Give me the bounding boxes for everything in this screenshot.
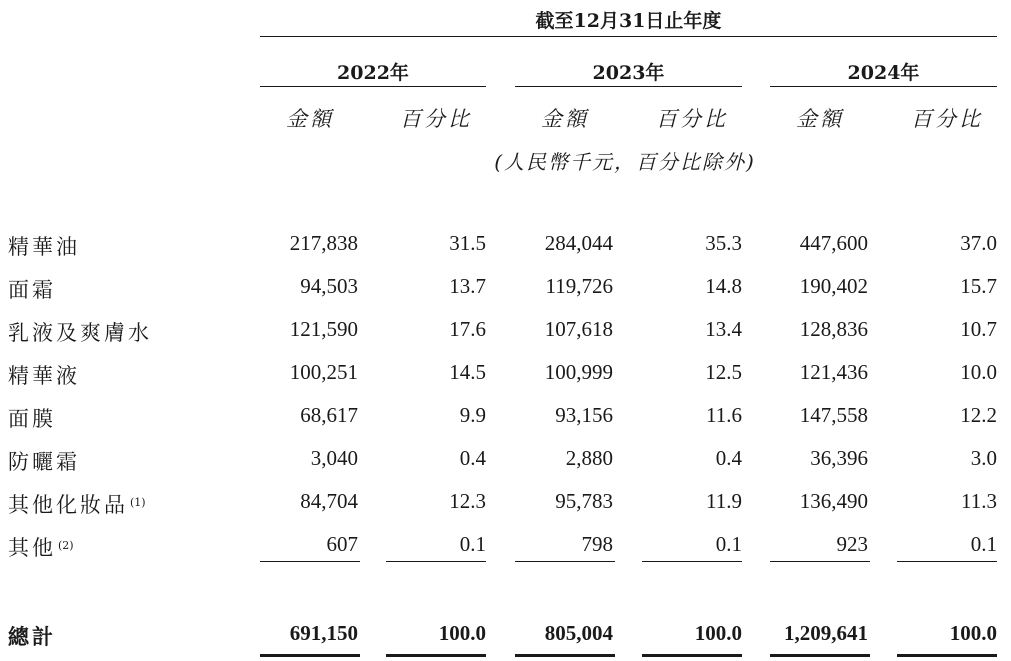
total-2022-amount: 691,150	[289, 621, 358, 645]
cell-2024-amount: 923	[836, 532, 868, 556]
cell-2023-amount: 798	[581, 532, 613, 556]
cell-2022-percent: 31.5	[449, 231, 486, 255]
row-label-text: 其他	[8, 536, 56, 560]
col-percent-2022: 百分比	[400, 107, 472, 131]
total-label: 總計	[8, 624, 56, 649]
col-amount-2023: 金額	[541, 107, 589, 131]
total-2023-percent: 100.0	[694, 621, 742, 645]
cell-2022-amount: 84,704	[300, 489, 358, 513]
cell-2023-amount: 2,880	[565, 446, 613, 470]
row-label-text: 面霜	[8, 278, 56, 302]
cell-2023-amount: 107,618	[544, 317, 613, 341]
row-label-text: 精華液	[8, 364, 80, 388]
col-percent-2023: 百分比	[656, 107, 728, 131]
period-title: 截至12月31日止年度	[535, 10, 722, 32]
row-label	[8, 317, 152, 347]
year-rule-2024	[770, 86, 997, 87]
footnote-marker: (1)	[130, 496, 146, 509]
total-rule-2	[386, 654, 486, 657]
cell-2023-percent: 35.3	[705, 231, 742, 255]
cell-2023-percent: 12.5	[705, 360, 742, 384]
cell-2024-amount: 121,436	[799, 360, 868, 384]
header-rule	[260, 36, 997, 37]
cell-2024-amount: 136,490	[799, 489, 868, 513]
unit-note: (人民幣千元，百分比除外)	[494, 150, 756, 174]
cell-2022-amount: 3,040	[310, 446, 358, 470]
cell-2022-amount: 94,503	[300, 274, 358, 298]
row-label	[8, 489, 146, 519]
cell-2024-percent: 0.1	[970, 532, 997, 556]
year-2023: 2023年	[592, 62, 665, 84]
year-rule-2022	[260, 86, 486, 87]
col-amount-2024: 金額	[796, 107, 844, 131]
subtotal-rule-2	[386, 561, 486, 562]
cell-2023-amount: 284,044	[544, 231, 613, 255]
cell-2023-percent: 11.9	[706, 489, 742, 513]
cell-2024-percent: 3.0	[970, 446, 997, 470]
row-label-text: 其他化妝品	[8, 493, 128, 517]
total-2022-percent: 100.0	[438, 621, 486, 645]
cell-2022-percent: 9.9	[459, 403, 486, 427]
col-amount-2022: 金額	[286, 107, 334, 131]
total-rule-6	[897, 654, 997, 657]
cell-2022-amount: 607	[326, 532, 358, 556]
cell-2024-amount: 128,836	[799, 317, 868, 341]
cell-2022-percent: 12.3	[449, 489, 486, 513]
subtotal-rule-1	[260, 561, 360, 562]
row-label-text: 精華油	[8, 235, 80, 259]
cell-2024-percent: 10.7	[960, 317, 997, 341]
cell-2023-percent: 13.4	[705, 317, 742, 341]
cell-2024-amount: 447,600	[799, 231, 868, 255]
cell-2024-amount: 190,402	[799, 274, 868, 298]
footnote-marker: (2)	[58, 539, 74, 552]
cell-2022-amount: 121,590	[289, 317, 358, 341]
row-label	[8, 532, 74, 562]
row-label	[8, 274, 56, 304]
total-rule-1	[260, 654, 360, 657]
total-rule-3	[515, 654, 615, 657]
cell-2022-percent: 17.6	[449, 317, 486, 341]
col-percent-2024: 百分比	[911, 107, 983, 131]
cell-2022-percent: 0.4	[459, 446, 486, 470]
total-2024-amount: 1,209,641	[784, 621, 868, 645]
total-rule-4	[642, 654, 742, 657]
cell-2022-percent: 14.5	[449, 360, 486, 384]
cell-2022-amount: 68,617	[300, 403, 358, 427]
row-label-text: 防曬霜	[8, 450, 80, 474]
row-label	[8, 403, 56, 433]
cell-2024-percent: 11.3	[961, 489, 997, 513]
cell-2024-percent: 37.0	[960, 231, 997, 255]
cell-2024-percent: 15.7	[960, 274, 997, 298]
cell-2023-percent: 0.4	[715, 446, 742, 470]
row-label-text: 面膜	[8, 407, 56, 431]
total-2023-amount: 805,004	[544, 621, 613, 645]
cell-2024-amount: 147,558	[799, 403, 868, 427]
row-label	[8, 360, 80, 390]
cell-2022-amount: 100,251	[289, 360, 358, 384]
subtotal-rule-4	[642, 561, 742, 562]
year-2022: 2022年	[337, 62, 409, 84]
cell-2023-percent: 11.6	[706, 403, 742, 427]
subtotal-rule-6	[897, 561, 997, 562]
row-label	[8, 231, 80, 261]
cell-2023-percent: 14.8	[705, 274, 742, 298]
cell-2023-amount: 93,156	[555, 403, 613, 427]
row-label-text: 乳液及爽膚水	[8, 321, 152, 345]
total-2024-percent: 100.0	[949, 621, 997, 645]
cell-2024-amount: 36,396	[810, 446, 868, 470]
cell-2022-amount: 217,838	[289, 231, 358, 255]
cell-2023-amount: 100,999	[544, 360, 613, 384]
subtotal-rule-3	[515, 561, 615, 562]
row-label	[8, 446, 80, 476]
subtotal-rule-5	[770, 561, 870, 562]
year-2024: 2024年	[847, 62, 920, 84]
cell-2023-amount: 95,783	[555, 489, 613, 513]
year-rule-2023	[515, 86, 742, 87]
cell-2024-percent: 12.2	[960, 403, 997, 427]
cell-2023-amount: 119,726	[545, 274, 613, 298]
cell-2022-percent: 0.1	[459, 532, 486, 556]
cell-2022-percent: 13.7	[449, 274, 486, 298]
cell-2023-percent: 0.1	[715, 532, 742, 556]
cell-2024-percent: 10.0	[960, 360, 997, 384]
total-rule-5	[770, 654, 870, 657]
